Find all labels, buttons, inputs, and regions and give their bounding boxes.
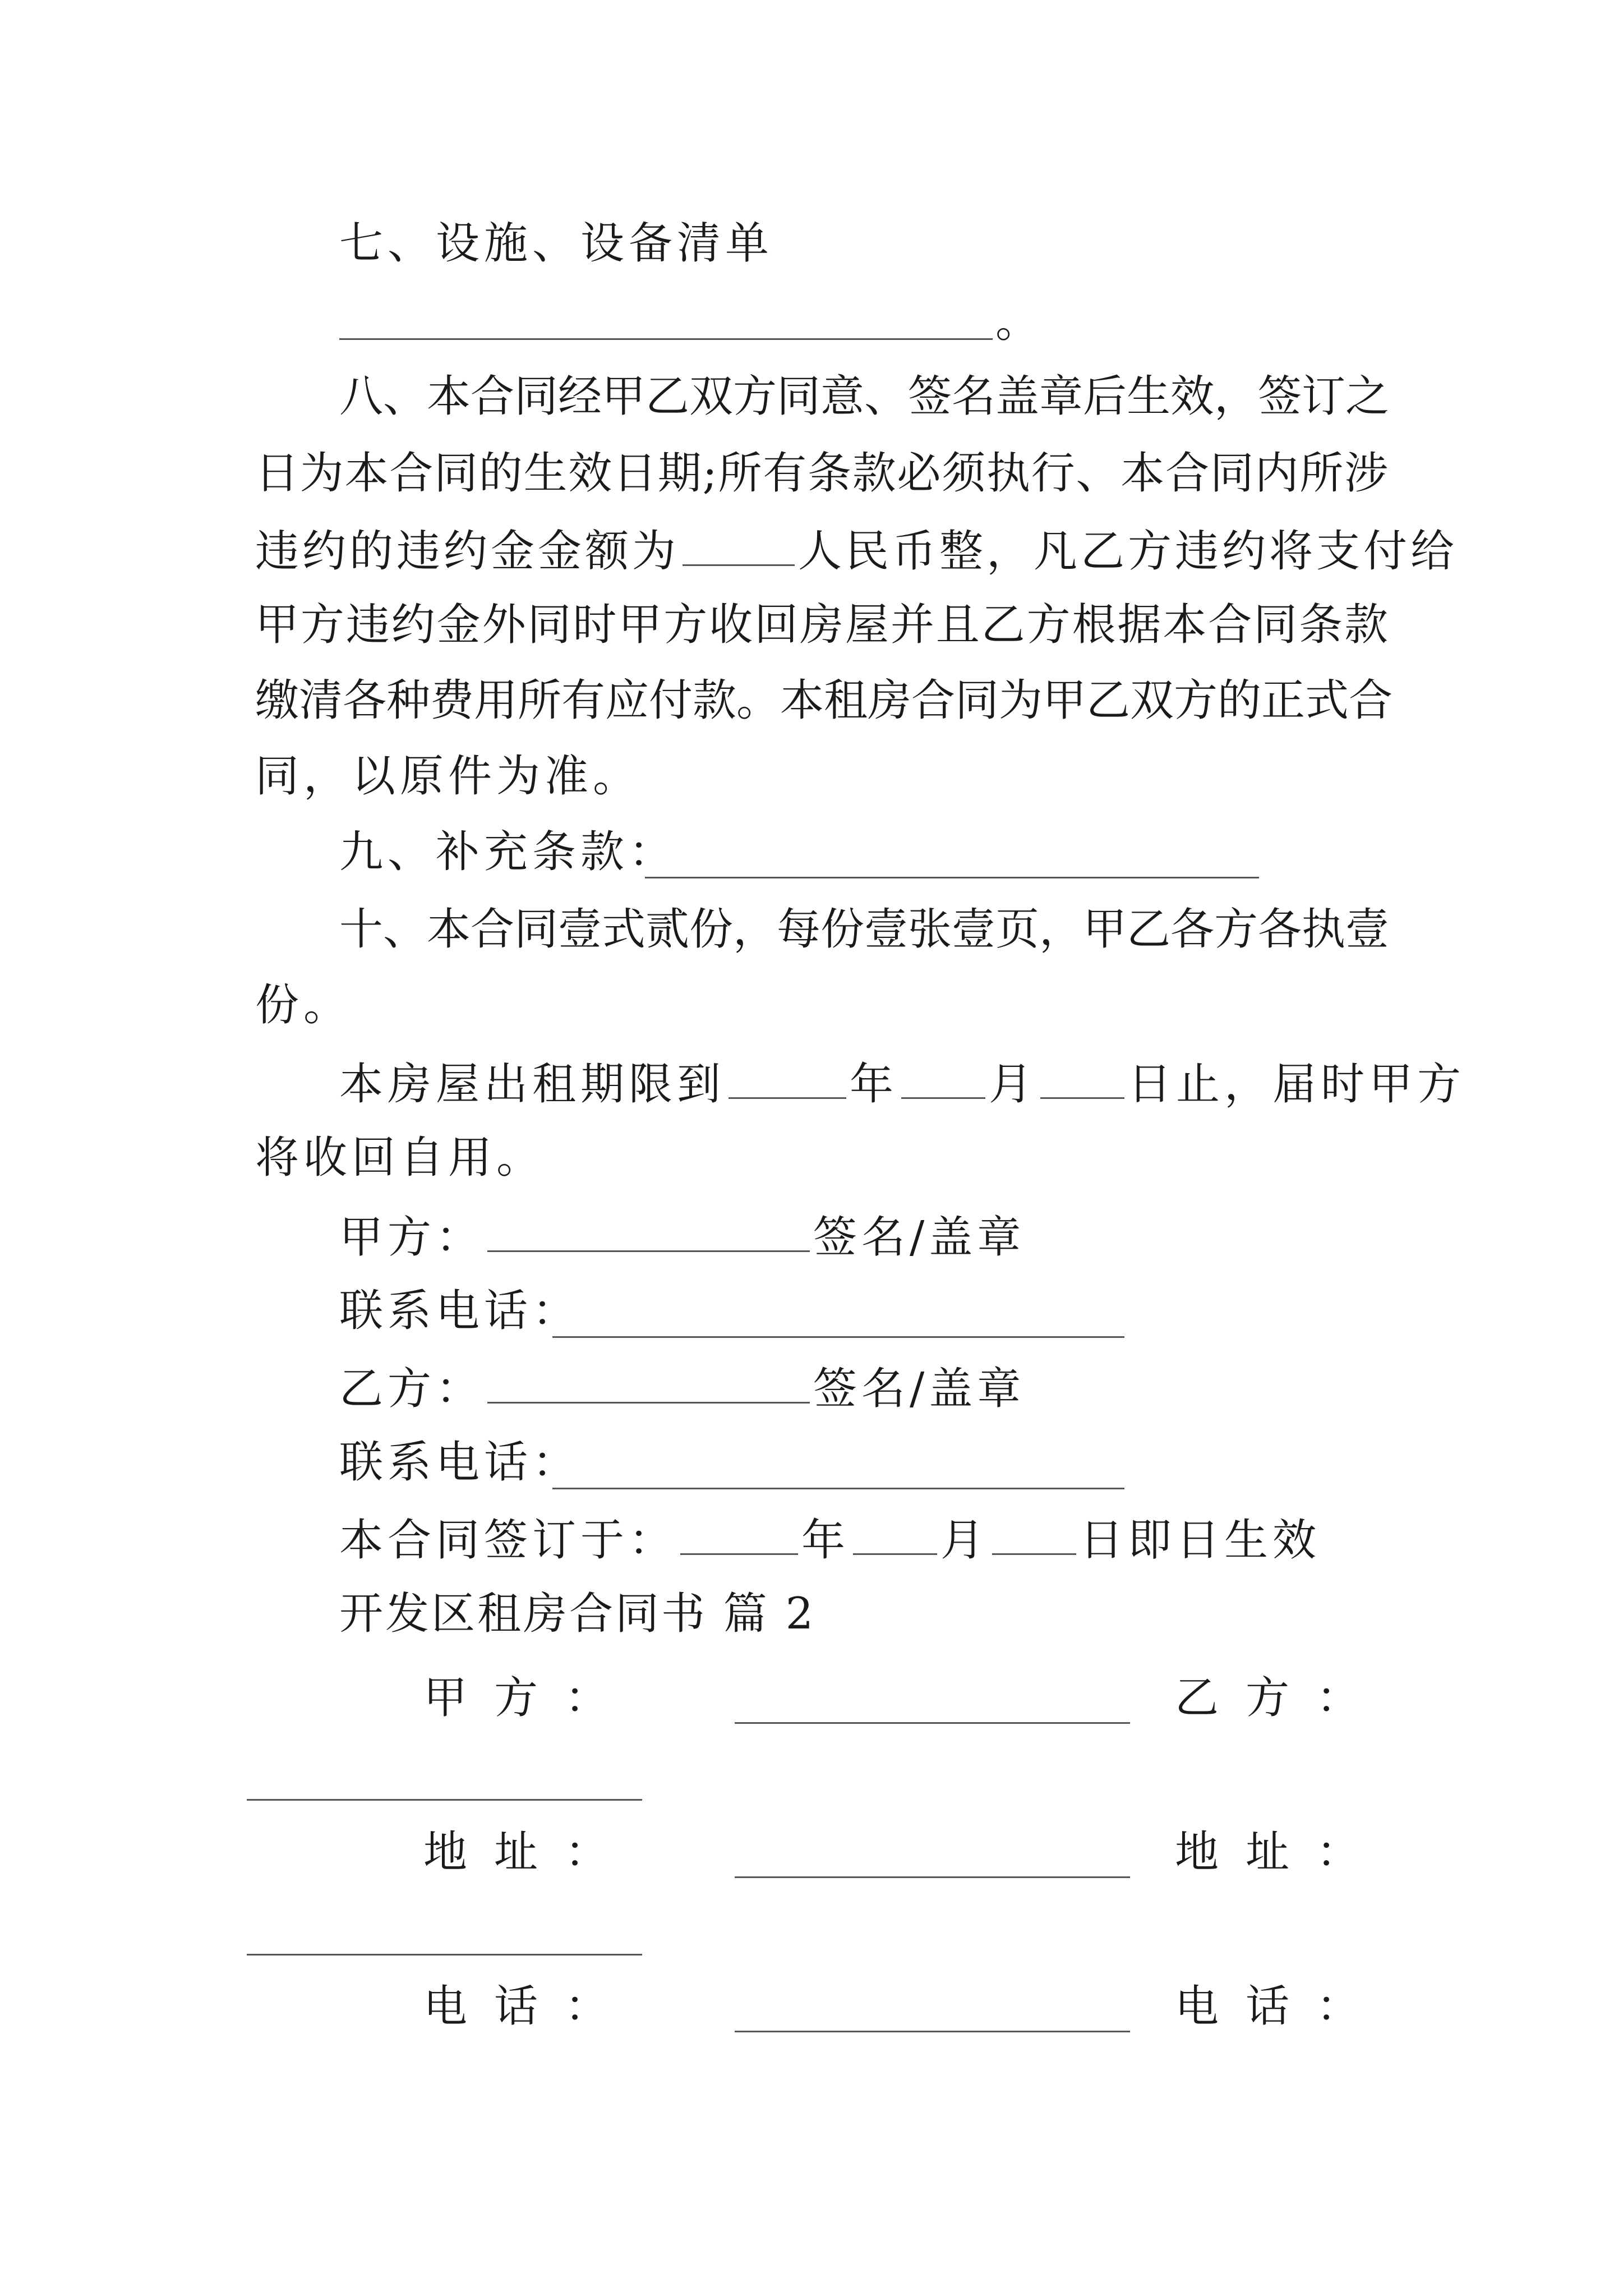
section10-line-2: 份。 [255,980,352,1030]
part2-party-a-label: 甲 方 ： [423,1673,608,1723]
part2-addr-b-blank [247,1954,642,1955]
signing-date-line: 本合同签订于： 年 月 日即日生效 [339,1515,1321,1566]
part2-party-b-label: 乙 方 ： [1175,1673,1360,1723]
section7-heading: 七、设施、设备清单 [339,218,774,269]
part2-party-a-blank [735,1722,1130,1724]
lease-term-line-2: 将收回自用。 [255,1133,545,1183]
party-a-name-blank [487,1213,810,1252]
section8-line-5: 缴清各种费用所有应付款。本租房合同为甲乙双方的正式合 [255,675,1393,726]
section10-line-1: 十、本合同壹式贰份，每份壹张壹页，甲乙各方各执壹 [339,904,1390,955]
part2-phone-a-label: 电 话 ： [423,1981,608,2032]
signed-day-blank [992,1516,1076,1555]
section7-period: 。 [995,297,1044,347]
phone-blank-2 [552,1488,1124,1489]
party-b-line: 乙方： 签名/盖章 [339,1364,1026,1414]
part2-addr-a-blank [735,1876,1130,1878]
part2-party-b-blank [247,1799,642,1801]
phone-line-2: 联系电话： [339,1437,581,1488]
party-b-name-blank [487,1365,810,1404]
lease-month-blank [901,1060,985,1099]
signed-month-blank [853,1516,937,1555]
section8-line-4: 甲方违约金外同时甲方收回房屋并且乙方根据本合同条款 [255,600,1388,650]
lease-term-line-1: 本房屋出租期限到 年 月 日止，届时甲方 [339,1059,1466,1110]
lease-year-blank [728,1060,846,1099]
phone-blank-1 [552,1336,1124,1338]
section8-line-3: 违约的违约金金额为 人民币整，凡乙方违约将支付给 [255,526,1458,577]
phone-line-1: 联系电话： [339,1286,581,1336]
lease-day-blank [1040,1060,1124,1099]
section9-label: 九、补充条款： [339,827,677,877]
party-a-line: 甲方： 签名/盖章 [339,1212,1026,1263]
section8-line-2: 日为本合同的生效日期;所有条款必须执行、本合同内所涉 [255,448,1388,499]
section8-line-1: 八、本合同经甲乙双方同意、签名盖章后生效，签订之 [339,371,1390,422]
section8-line-6: 同，以原件为准。 [255,751,642,802]
part2-addr-b-label: 地 址 ： [1175,1827,1360,1878]
signed-year-blank [680,1516,798,1555]
part2-addr-a-label: 地 址 ： [423,1827,608,1878]
supplementary-terms-blank [645,877,1259,878]
part2-phone-b-label: 电 话 ： [1175,1981,1360,2032]
part2-title: 开发区租房合同书 篇 2 [339,1589,816,1639]
penalty-amount-blank [683,527,795,566]
equipment-list-blank [339,338,993,340]
part2-phone-a-blank [735,2031,1130,2032]
